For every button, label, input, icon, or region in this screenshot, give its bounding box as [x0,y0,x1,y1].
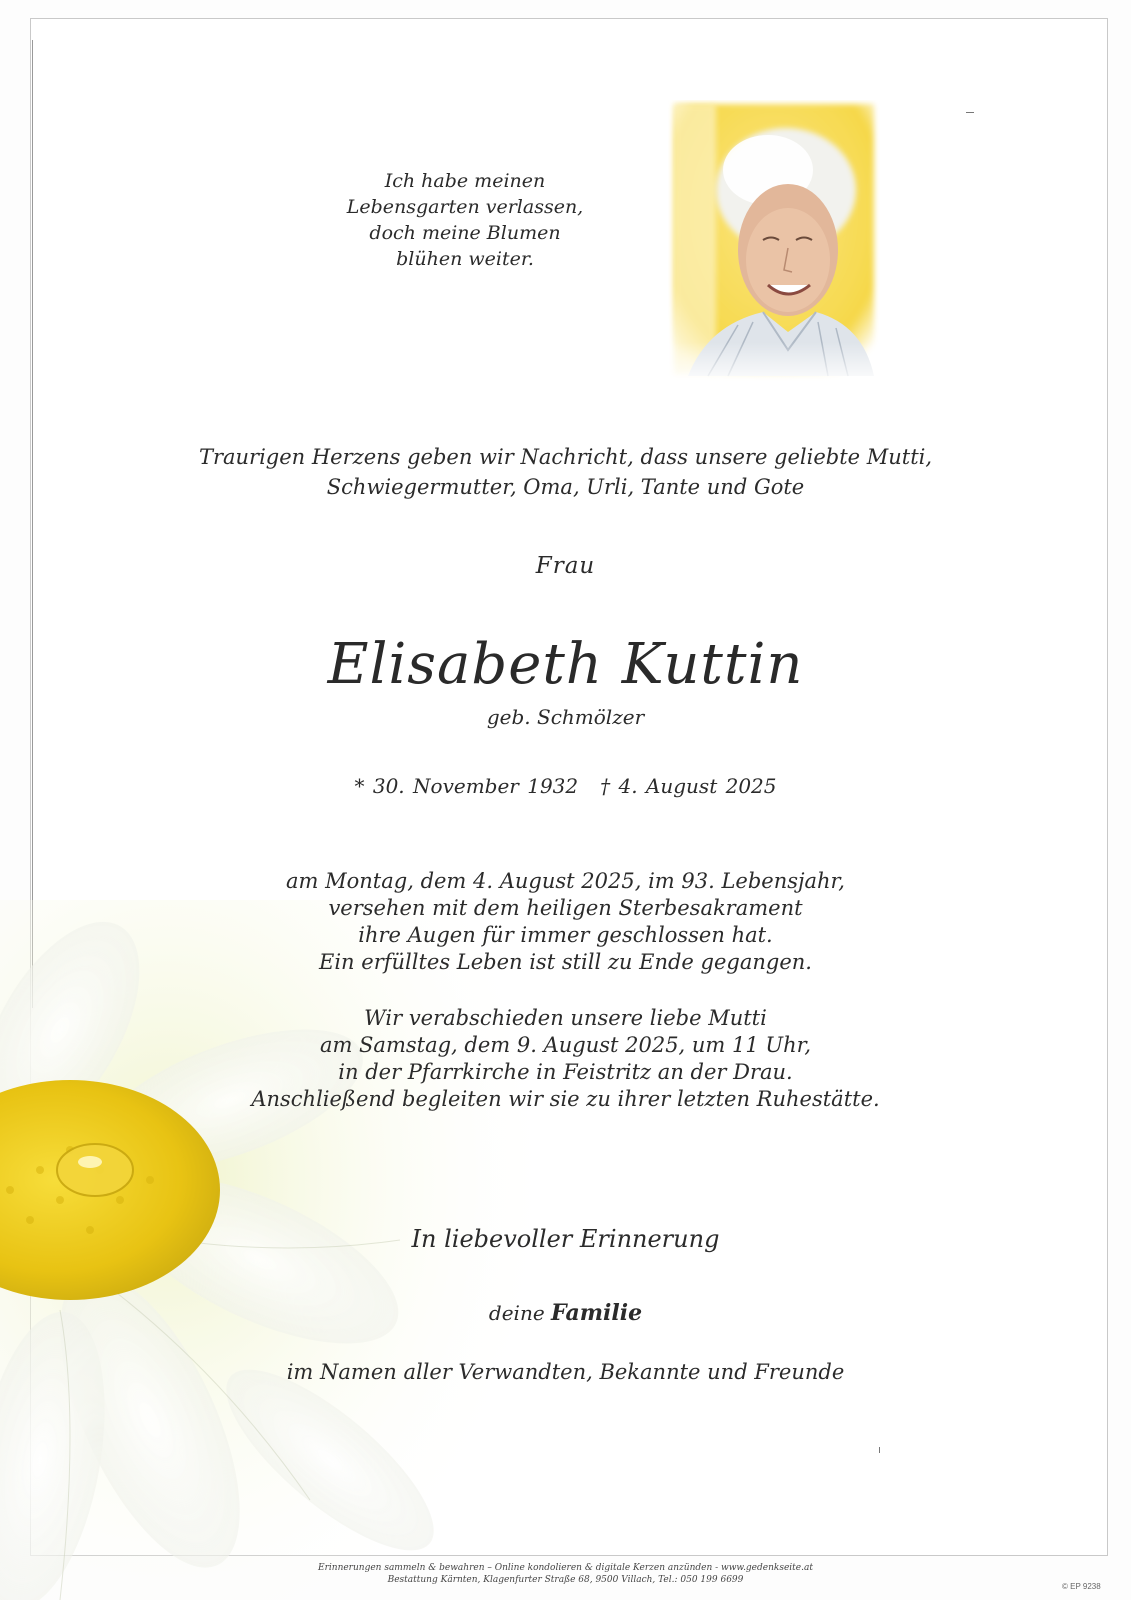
footer [0,1562,1131,1586]
salutation: Frau [535,553,596,579]
announcement-line: versehen mit dem heiligen Sterbesakrament [328,896,803,920]
scan-speck [966,112,974,113]
deceased-name: Elisabeth Kuttin [327,632,804,697]
funeral-text [0,1005,1131,1113]
margin-line [32,40,33,1008]
memory-heading: In liebevoller Erinnerung [411,1225,720,1253]
life-dates [0,774,1131,798]
birth-date: * 30. November 1932 [354,774,579,798]
funeral-line: Anschließend begleiten wir sie zu ihrer letzten Ruhestätte. [251,1087,880,1111]
portrait-photo [668,100,880,385]
funeral-line: in der Pfarrkirche in Feistritz an der Drau. [338,1060,793,1084]
family-signature [0,1300,1131,1326]
motto-line: Ich habe meinen [384,170,546,192]
family-prefix: deine [488,1301,545,1325]
funeral-line: Wir verabschieden unsere liebe Mutti [364,1006,767,1030]
intro-line: Traurigen Herzens geben wir Nachricht, dass unsere geliebte Mutti, [198,445,933,469]
motto-line: Lebensgarten verlassen, [346,196,584,218]
family-name: Familie [551,1300,643,1326]
announcement-line: ihre Augen für immer geschlossen hat. [358,923,773,947]
motto-verse [300,168,630,272]
funeral-line: am Samstag, dem 9. August 2025, um 11 Uhr, [319,1033,812,1057]
scan-speck [879,1447,880,1453]
announcement-text [0,868,1131,976]
motto-line: blühen weiter. [396,248,534,270]
birth-name: geb. Schmölzer [486,705,645,729]
footer-line: Bestattung Kärnten, Klagenfurter Straße 68, 9500 Villach, Tel.: 050 199 6699 [387,1575,744,1585]
relatives-line: im Namen aller Verwandten, Bekannte und Freunde [286,1360,845,1384]
footer-line: Erinnerungen sammeln & bewahren – Online kondolieren & digitale Kerzen anzünden - www.gedenkseite.at [318,1563,813,1573]
intro-text [0,442,1131,502]
template-code: © EP 9238 [1062,1582,1101,1591]
announcement-line: am Montag, dem 4. August 2025, im 93. Lebensjahr, [286,869,845,893]
motto-line: doch meine Blumen [369,222,561,244]
announcement-line: Ein erfülltes Leben ist still zu Ende gegangen. [319,950,812,974]
death-date: † 4. August 2025 [600,774,777,798]
intro-line: Schwiegermutter, Oma, Urli, Tante und Gote [326,475,805,499]
